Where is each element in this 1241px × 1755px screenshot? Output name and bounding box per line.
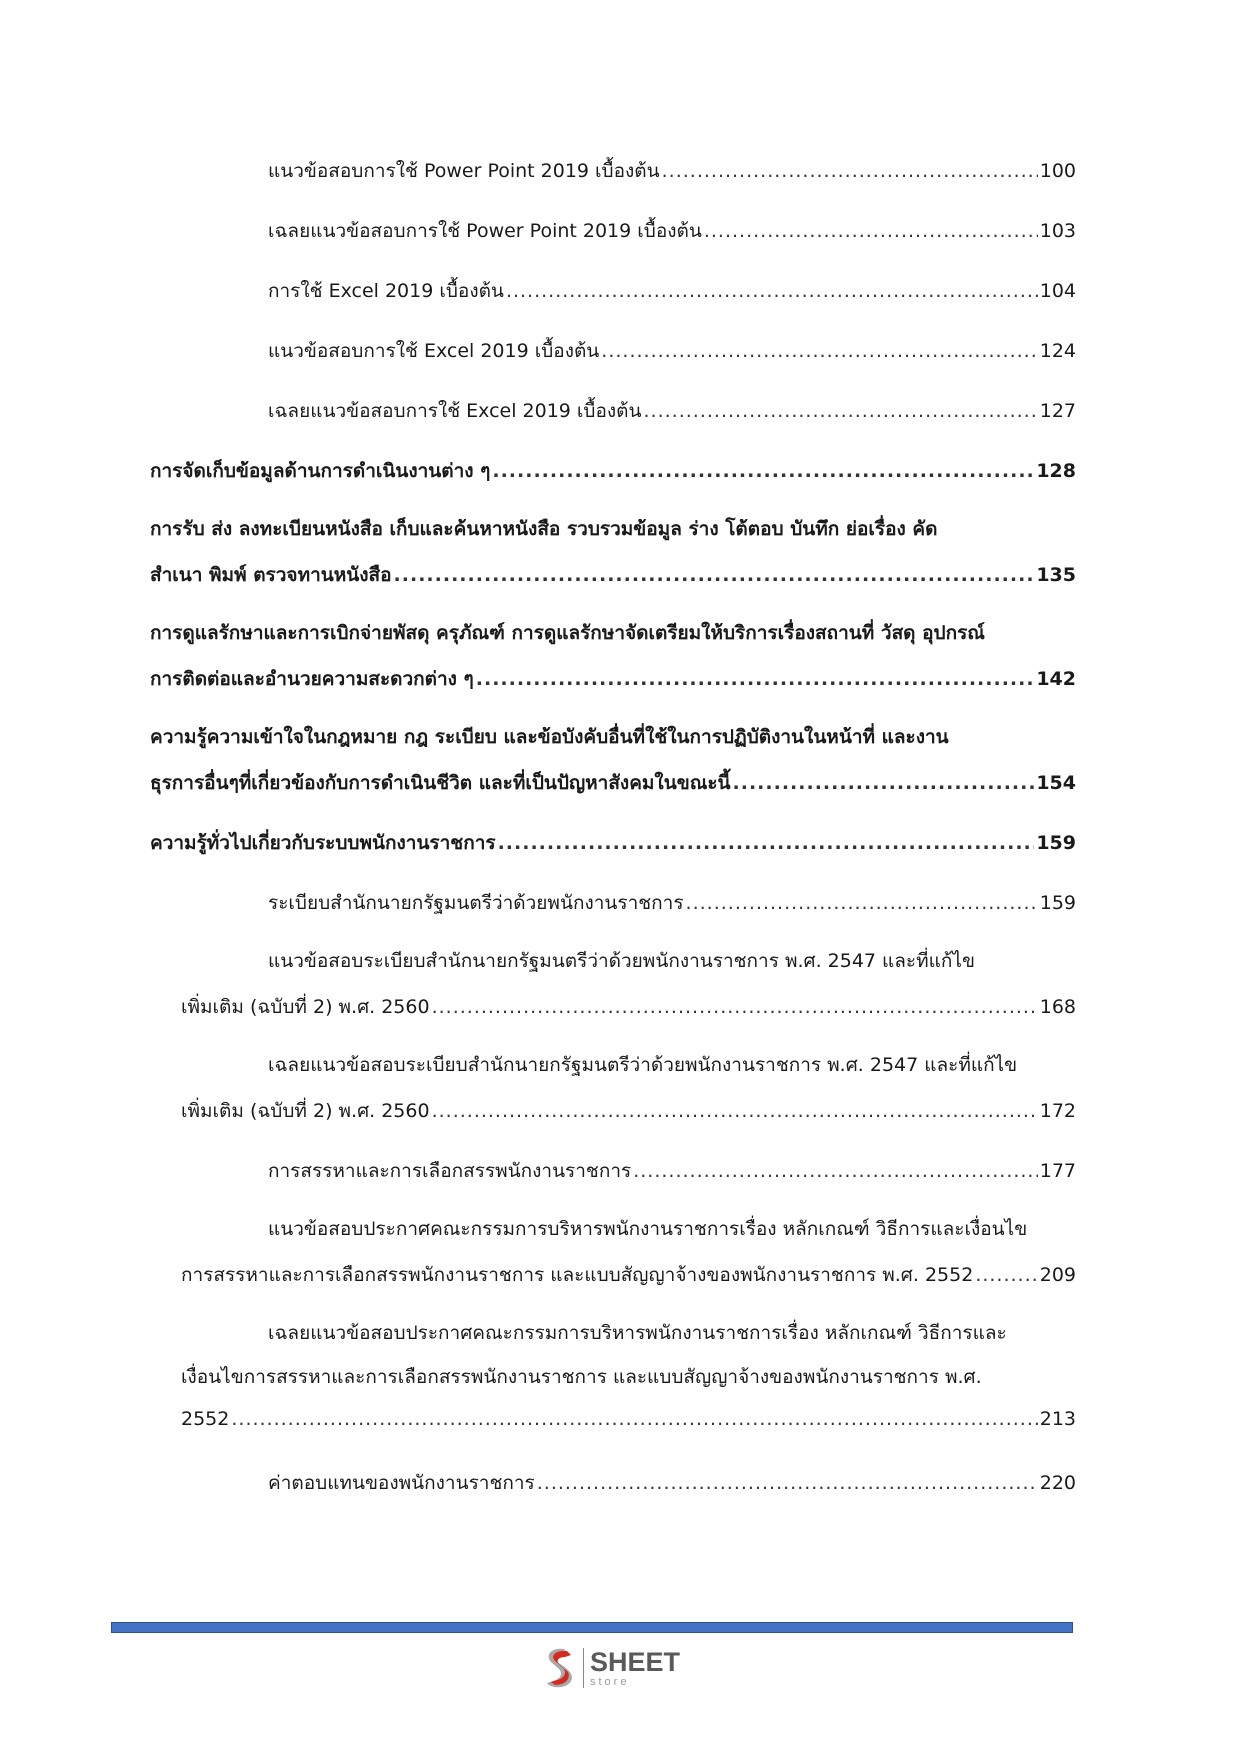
toc-entry-line[interactable]: เฉลยแนวข้อสอบประกาศคณะกรรมการบริหารพนักงานราชการเรื่อง หลักเกณฑ์ วิธีการและ [268,1322,1007,1344]
toc-entry-page: 168 [1039,996,1076,1018]
toc-entry[interactable] [181,992,1076,1022]
leader-dots [537,1472,1038,1494]
logo-divider [583,1648,584,1688]
toc-entry-title: การสรรหาและการเลือกสรรพนักงานราชการ [268,1160,632,1182]
leader-dots [432,1100,1038,1122]
toc-entry-page: 128 [1036,460,1076,482]
toc-entry-page: 135 [1036,564,1076,586]
toc-entry-title: เฉลยแนวข้อสอบการใช้ Excel 2019 เบื้องต้น [268,400,642,422]
toc-section-entry-line[interactable]: การดูแลรักษาและการเบิกจ่ายพัสดุ ครุภัณฑ์ การดูแลรักษาจัดเตรียมให้บริการเรื่องสถานที่ วัสดุ อุปกรณ์ [150,622,985,644]
toc-entry-title: การสรรหาและการเลือกสรรพนักงานราชการ และแบบสัญญาจ้างของพนักงานราชการ พ.ศ. 2552 [181,1264,974,1286]
toc-entry-page: 142 [1036,668,1076,690]
leader-dots [492,460,1034,482]
leader-dots [601,340,1037,362]
sheet-store-logo [541,1645,680,1691]
toc-entry-page: 172 [1039,1100,1076,1122]
toc-entry-page: 154 [1036,772,1076,794]
toc-section-entry[interactable] [150,560,1076,590]
toc-section-entry[interactable] [150,664,1076,694]
toc-section-entry[interactable] [150,828,1076,858]
leader-dots [498,832,1035,854]
toc-entry-page: 127 [1039,400,1076,422]
leader-dots [733,772,1035,794]
toc-entry-page: 220 [1039,1472,1076,1494]
toc-entry-title: สำเนา พิมพ์ ตรวจทานหนังสือ [150,564,392,586]
leader-dots [686,892,1038,914]
leader-dots [394,564,1035,586]
toc-section-entry-line[interactable]: ความรู้ความเข้าใจในกฎหมาย กฎ ระเบียบ และข้อบังคับอื่นที่ใช้ในการปฏิบัติงานในหน้าที่ และงาน [150,726,949,748]
leader-dots [633,1160,1038,1182]
leader-dots [975,1264,1037,1286]
toc-entry-page: 213 [1039,1408,1076,1430]
toc-entry[interactable] [268,888,1076,918]
toc-entry-page: 104 [1039,280,1076,302]
toc-entry-title: เพิ่มเติม (ฉบับที่ 2) พ.ศ. 2560 [181,1100,430,1122]
toc-entry-page: 103 [1039,220,1076,242]
toc-entry-line[interactable]: แนวข้อสอบระเบียบสำนักนายกรัฐมนตรีว่าด้วยพนักงานราชการ พ.ศ. 2547 และที่แก้ไข [268,950,975,972]
toc-entry-page: 177 [1039,1160,1076,1182]
toc-entry[interactable] [268,336,1076,366]
leader-dots [644,400,1038,422]
toc-section-entry[interactable] [150,768,1076,798]
leader-dots [432,996,1038,1018]
toc-entry-title: การจัดเก็บข้อมูลด้านการดำเนินงานต่าง ๆ [150,460,491,482]
toc-entry-title: ค่าตอบแทนของพนักงานราชการ [268,1472,535,1494]
leader-dots [506,280,1038,302]
leader-dots [476,668,1035,690]
leader-dots [662,160,1038,182]
toc-entry-page: 159 [1039,892,1076,914]
toc-entry[interactable] [268,1156,1076,1186]
toc-entry[interactable] [181,1260,1076,1290]
sheet-store-s-logo-icon [541,1645,577,1691]
toc-entry-title: แนวข้อสอบการใช้ Power Point 2019 เบื้องต้น [268,160,660,182]
toc-section-entry-line[interactable]: การรับ ส่ง ลงทะเบียนหนังสือ เก็บและค้นหาหนังสือ รวบรวมข้อมูล ร่าง โต้ตอบ บันทึก ย่อเรื่อง คัด [150,518,938,540]
logo-wordmark [590,1646,681,1688]
toc-entry-line[interactable]: เงื่อนไขการสรรหาและการเลือกสรรพนักงานราชการ และแบบสัญญาจ้างของพนักงานราชการ พ.ศ. [181,1366,982,1388]
toc-entry-title: 2552 [181,1408,230,1430]
toc-entry-line[interactable]: แนวข้อสอบประกาศคณะกรรมการบริหารพนักงานราชการเรื่อง หลักเกณฑ์ วิธีการและเงื่อนไข [268,1218,1028,1240]
toc-entry-title: การติดต่อและอำนวยความสะดวกต่าง ๆ [150,668,474,690]
toc-entry[interactable] [268,396,1076,426]
logo-brand-text: SHEET [590,1646,681,1677]
toc-entry[interactable] [181,1408,1076,1430]
toc-entry-title: ความรู้ทั่วไปเกี่ยวกับระบบพนักงานราชการ [150,832,496,854]
toc-entry[interactable] [268,156,1076,186]
logo-sub-text: store [590,1675,630,1688]
toc-entry-page: 100 [1039,160,1076,182]
toc-section-entry[interactable] [150,456,1076,486]
toc-entry-line[interactable]: เฉลยแนวข้อสอบระเบียบสำนักนายกรัฐมนตรีว่าด้วยพนักงานราชการ พ.ศ. 2547 และที่แก้ไข [268,1054,1018,1076]
toc-entry-title: เฉลยแนวข้อสอบการใช้ Power Point 2019 เบื้องต้น [268,220,702,242]
leader-dots [704,220,1038,242]
toc-entry-title: การใช้ Excel 2019 เบื้องต้น [268,280,504,302]
toc-entry-title: ระเบียบสำนักนายกรัฐมนตรีว่าด้วยพนักงานราชการ [268,892,684,914]
toc-entry-page: 209 [1039,1264,1076,1286]
toc-entry[interactable] [268,1468,1076,1498]
toc-entry-title: แนวข้อสอบการใช้ Excel 2019 เบื้องต้น [268,340,600,362]
toc-entry-title: เพิ่มเติม (ฉบับที่ 2) พ.ศ. 2560 [181,996,430,1018]
footer-divider-bar [111,1622,1073,1633]
toc-entry[interactable] [268,216,1076,246]
toc-entry[interactable] [181,1096,1076,1126]
leader-dots [231,1408,1037,1430]
toc-entry-title: ธุรการอื่นๆที่เกี่ยวข้องกับการดำเนินชีวิต และที่เป็นปัญหาสังคมในขณะนี้ [150,772,731,794]
toc-entry-page: 124 [1039,340,1076,362]
toc-entry-page: 159 [1036,832,1076,854]
toc-entry[interactable] [268,276,1076,306]
